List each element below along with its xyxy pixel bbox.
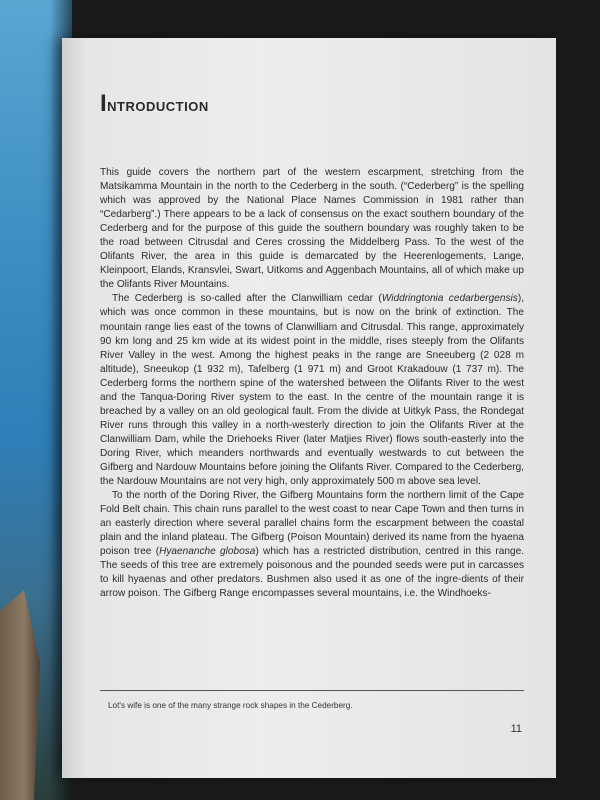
paragraph-3	[100, 489, 524, 601]
paragraph-1	[100, 166, 524, 292]
text-run: To the north of the Doring River, the Gifberg Mountains form the northern limit of the Cape Fold Belt chain. This chain runs parallel to the west coast to near Cape Town and then turns in an easterly direction where several parallel chains form the escarpment between the coastal plain and the inland plateau. The Gifberg (Poison Mountain) derived its name from the hyaena poison tree (	[100, 490, 524, 558]
page-title: Introduction	[100, 90, 209, 117]
page-number: 11	[510, 723, 522, 735]
text-run: ), which was once common in these mountains, but is now on the brink of extinction. The mountain range lies east of the towns of Clanwilliam and Citrusdal. This range, approximately 90 km long and 25 km wide at its widest point in the middle, rises steeply from the Olifants River Valley in the west. Among the highest peaks in the range are Sneeuberg (2 028 m altitude), Sneeukop (1 932 m), Tafelberg (1 971 m) and Groot Krakadouw (1 737 m). The Cederberg forms the northern spine of the watershed between the Olifants River to the west and the Tanqua-Doring River system to the east. In the centre of the mountain range it is breached by a valley on an old geological fault. From the divide at Uitkyk Pass, the Rondegat River runs through this valley in a north-westerly direction to join the Olifants River at the Clanwilliam Dam, while the Driehoeks River (later Matjies River) flows south-easterly into the Doring River, which meanders northwards and eventually westwards to cut between the Gifberg and Nardouw Mountains before joining the Olifants River. Compared to the Cederberg, the Nardouw Mountains are not very high, only approximately 500 m above sea level.	[100, 293, 524, 488]
text-run: The Cederberg is so-called after the Clanwilliam cedar (	[112, 293, 382, 305]
rock-formation-photo-fragment	[0, 590, 40, 800]
scientific-name: Widdringtonia cedarbergensis	[381, 293, 518, 305]
photo-caption: Lot's wife is one of the many strange rock shapes in the Cederberg.	[108, 701, 353, 710]
scientific-name: Hyaenanche globosa	[159, 546, 256, 558]
book-page	[62, 38, 556, 778]
text-run: This guide covers the northern part of the western escarpment, stretching from the Matsikamma Mountain in the north to the Cederberg in the south. (“Cederberg” is the spelling which was approved by the National Place Names Commission in 1981 rather than “Cedarberg”.) There appears to be a lack of consensus on the exact southern boundary of the Cederberg and for the purpose of this guide the southern boundary was roughly taken to be the road between Citrusdal and Ceres crossing the Middelberg Pass. To the west of the Olifants River, the area in this guide is demarcated by the Heerenlogements, Lange, Kleinpoort, Elands, Kransvlei, Swart, Uitkoms and Aggenbach Mountains, all of which make up the Olifants River Mountains.	[100, 167, 524, 291]
paragraph-2	[100, 292, 524, 489]
text-run: ) which has a restricted distribution, centred in this range. The seeds of this tree are extremely poisonous and the pounded seeds were put in carcasses to kill hyaenas and other predators. Bushmen also used it as one of the ingre-dients of their arrow poison. The Gifberg Range encompasses several mountains, i.e. the Windhoeks-	[100, 546, 525, 600]
body-text	[100, 166, 524, 601]
caption-divider	[100, 690, 524, 691]
